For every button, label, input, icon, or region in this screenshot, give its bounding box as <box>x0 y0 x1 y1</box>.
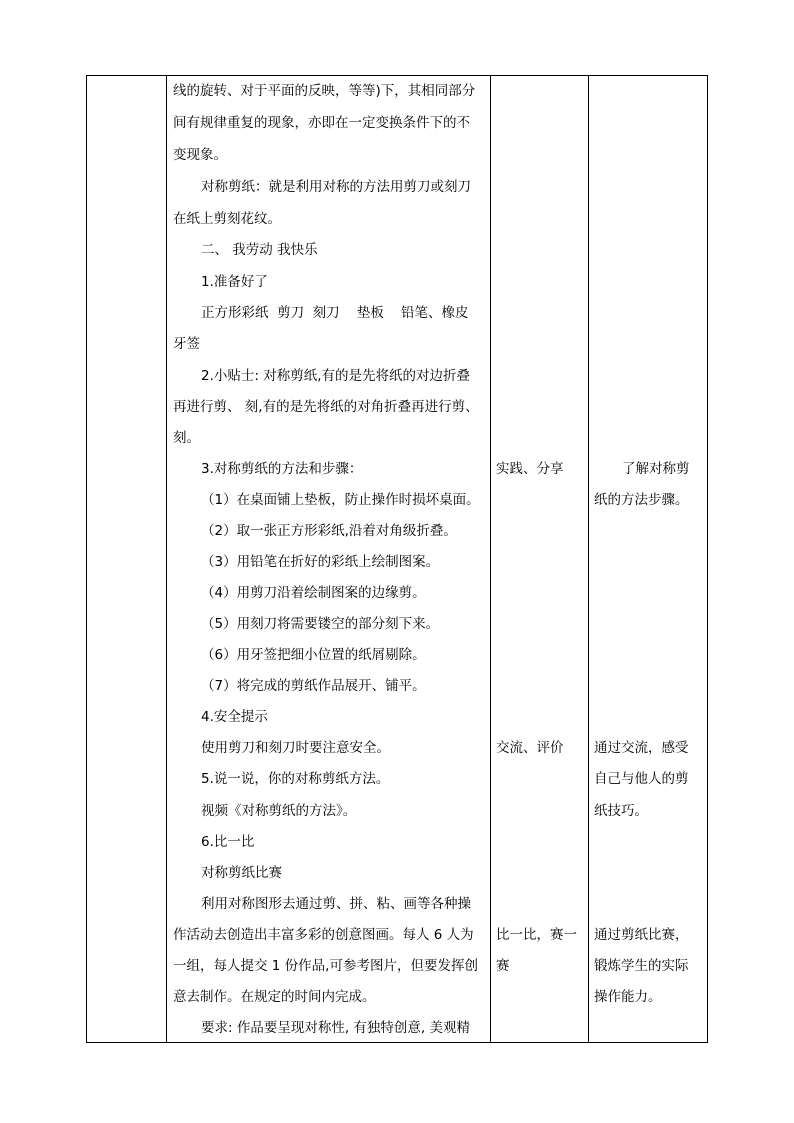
intent-line: 操作能力。 <box>594 989 662 1005</box>
content-line: 二、 我劳动 我快乐 <box>201 242 318 258</box>
content-line: （3）用铅笔在折好的彩纸上绘制图案。 <box>201 554 440 570</box>
content-line: （6）用牙签把细小位置的纸屑剔除。 <box>201 647 426 663</box>
content-line: 牙签 <box>173 336 200 352</box>
activity-line: 赛 <box>496 958 510 974</box>
intent-line: 了解对称剪 <box>622 461 690 477</box>
content-line: 要求: 作品要呈现对称性, 有独特创意, 美观精 <box>201 1020 471 1036</box>
content-line: 刻。 <box>173 430 200 446</box>
content-line: 作活动去创造出丰富多彩的创意图画。每人 6 人为 <box>173 927 474 943</box>
content-line: 再进行剪、 刻,有的是先将纸的对角折叠再进行剪、 <box>173 399 479 415</box>
content-line: 3.对称剪纸的方法和步骤： <box>201 461 363 477</box>
content-line: 意去制作。在规定的时间内完成。 <box>173 989 376 1005</box>
intent-line: 纸技巧。 <box>594 803 648 819</box>
design-intent-column <box>588 76 709 1042</box>
content-line: 对称剪纸：就是利用对称的方法用剪刀或刻刀 <box>201 179 471 195</box>
content-line: 5.说一说，你的对称剪纸方法。 <box>201 771 390 787</box>
content-line: （4）用剪刀沿着绘制图案的边缘剪。 <box>201 585 426 601</box>
content-line: 1.准备好了 <box>201 274 268 290</box>
content-line: 利用对称图形去通过剪、拼、粘、画等各种操 <box>201 896 471 912</box>
content-line: 2.小贴士: 对称剪纸,有的是先将纸的对边折叠 <box>201 368 471 384</box>
intent-line: 锻炼学生的实际 <box>594 958 689 974</box>
content-line: 在纸上剪刻花纹。 <box>173 211 281 227</box>
content-line: （2）取一张正方形彩纸,沿着对角级折叠。 <box>201 523 457 539</box>
content-line: （5）用刻刀将需要镂空的部分刻下来。 <box>201 616 440 632</box>
content-line: 间有规律重复的现象，亦即在一定变换条件下的不 <box>173 115 470 131</box>
content-line: 线的旋转、对于平面的反映，等等)下，其相同部分 <box>173 83 476 99</box>
activity-line: 实践、分享 <box>496 461 564 477</box>
content-line: 使用剪刀和刻刀时要注意安全。 <box>201 740 390 756</box>
lesson-plan-table <box>86 75 708 1043</box>
intent-line: 通过剪纸比赛， <box>594 927 689 943</box>
intent-line: 自己与他人的剪 <box>594 771 689 787</box>
content-line: 6.比一比 <box>201 834 255 850</box>
content-line: 4.安全提示 <box>201 709 268 725</box>
content-line: 正方形彩纸 剪刀 刻刀 垫板 铅笔、橡皮 <box>201 305 469 321</box>
content-line: （7）将完成的剪纸作品展开、铺平。 <box>201 678 426 694</box>
content-line: 一组，每人提交 1 份作品,可参考图片，但要发挥创 <box>173 958 478 974</box>
content-line: 变现象。 <box>173 147 227 163</box>
content-line: （1）在桌面铺上垫板，防止操作时损坏桌面。 <box>201 492 480 508</box>
content-line: 视频《对称剪纸的方法》。 <box>201 803 357 819</box>
intent-line: 通过交流，感受 <box>594 740 689 756</box>
intent-line: 纸的方法步骤。 <box>594 492 689 508</box>
activity-column <box>490 76 588 1042</box>
activity-line: 交流、评价 <box>496 740 564 756</box>
content-line: 对称剪纸比赛 <box>201 865 282 881</box>
activity-line: 比一比，赛一 <box>496 927 577 943</box>
